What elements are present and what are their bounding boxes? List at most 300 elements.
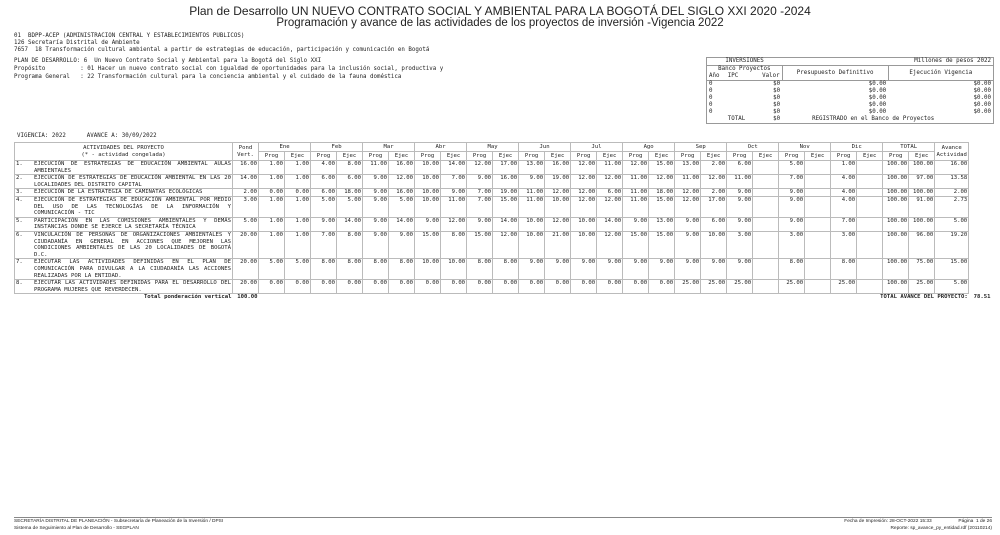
- ejec-cell: 17.00: [493, 161, 519, 175]
- prog-cell: 9.00: [311, 217, 337, 231]
- inversiones-row: [707, 109, 993, 116]
- inversiones-row: [707, 81, 993, 89]
- prog-cell: 9.00: [363, 231, 389, 258]
- ejec-cell: 15.00: [493, 196, 519, 217]
- ejec-cell: [857, 217, 883, 231]
- avance-cell: 15.00: [935, 259, 969, 280]
- ejec-cell: [857, 280, 883, 294]
- prog-cell: 9.00: [623, 217, 649, 231]
- activity-text: EJECUCIÓN DE ESTRATEGIAS DE EDUCACIÓN AMBIENTAL AULAS AMBIENTALES: [34, 161, 231, 174]
- valor-header: Valor: [754, 73, 782, 81]
- prog-cell: 11.00: [623, 196, 649, 217]
- prog-cell: 9.00: [779, 217, 805, 231]
- inversiones-cell-anio: 0: [709, 102, 713, 108]
- prog-cell: 13.00: [675, 161, 701, 175]
- prog-cell: 9.00: [623, 259, 649, 280]
- inversiones-cell-valor: $0: [773, 81, 781, 87]
- avance-header-sub: Actividad: [936, 151, 967, 158]
- ejec-cell: 8.00: [337, 259, 363, 280]
- ejec-cell: 0.00: [389, 280, 415, 294]
- inversiones-total-label: TOTAL: [727, 116, 746, 122]
- ejec-cell: 12.00: [649, 175, 675, 189]
- ejec-cell: [857, 231, 883, 258]
- ejec-cell: 18.00: [649, 189, 675, 197]
- avance-cell: 16.00: [935, 161, 969, 175]
- total-ejec-cell: 91.00: [909, 196, 935, 217]
- ejec-cell: [857, 196, 883, 217]
- inversiones-cell-presupuesto: $0.00: [868, 95, 887, 101]
- month-header: Nov: [779, 143, 831, 152]
- prog-cell: 9.00: [467, 175, 493, 189]
- ejec-cell: [805, 196, 831, 217]
- prog-cell: 7.00: [311, 231, 337, 258]
- inversiones-row: [707, 95, 993, 102]
- ejec-cell: 12.00: [597, 231, 623, 258]
- ejec-cell: [753, 196, 779, 217]
- prog-cell: 9.00: [415, 217, 441, 231]
- ejec-subheader: Ejec: [389, 152, 415, 161]
- activity-index: 6.: [16, 231, 23, 238]
- activity-description: [15, 175, 233, 189]
- prog-cell: 13.00: [519, 161, 545, 175]
- prog-cell: 1.00: [831, 161, 857, 175]
- prog-cell: 0.00: [519, 280, 545, 294]
- prog-cell: 25.00: [831, 280, 857, 294]
- ejec-cell: 5.00: [389, 196, 415, 217]
- ejec-subheader: Ejec: [909, 152, 935, 161]
- total-prog-cell: 100.00: [883, 259, 909, 280]
- total-avance-label: TOTAL AVANCE DEL PROYECTO:: [880, 294, 968, 301]
- prog-cell: 12.00: [571, 161, 597, 175]
- ejec-cell: 1.00: [285, 217, 311, 231]
- inversiones-cell-valor: $0: [773, 102, 781, 108]
- prog-cell: 15.00: [415, 231, 441, 258]
- footer-org: SECRETARÍA DISTRITAL DE PLANEACIÓN - Subsecretaría de Planeación de la Inversión / DPSI: [14, 519, 224, 524]
- prog-cell: 1.00: [259, 231, 285, 258]
- prog-cell: 11.00: [363, 161, 389, 175]
- prog-cell: 0.00: [467, 280, 493, 294]
- prog-cell: 9.00: [675, 217, 701, 231]
- inversiones-cell-presupuesto: $0.00: [868, 81, 887, 87]
- activity-row: [15, 196, 992, 217]
- pond-header: [233, 143, 259, 161]
- prog-subheader: Prog: [883, 152, 909, 161]
- prog-cell: 9.00: [363, 196, 389, 217]
- ejec-subheader: Ejec: [545, 152, 571, 161]
- month-header: Abr: [415, 143, 467, 152]
- ejec-cell: 17.00: [701, 196, 727, 217]
- actividades-header: [15, 143, 233, 161]
- ejec-cell: 12.00: [493, 231, 519, 258]
- inversiones-cell-anio: 0: [709, 81, 713, 87]
- prog-cell: 0.00: [623, 280, 649, 294]
- ejec-subheader: Ejec: [493, 152, 519, 161]
- ejec-subheader: Ejec: [701, 152, 727, 161]
- pond-header-sub: Vert.: [237, 151, 254, 158]
- inversiones-cell-ipc: [726, 102, 754, 109]
- ejec-cell: 25.00: [701, 280, 727, 294]
- ejec-cell: 9.00: [597, 259, 623, 280]
- prog-cell: 10.00: [415, 161, 441, 175]
- ejec-cell: [753, 189, 779, 197]
- inversiones-cell-ipc: [726, 81, 754, 89]
- ejec-cell: 15.00: [649, 196, 675, 217]
- avance-cell: 5.00: [935, 217, 969, 231]
- pond-cell: 14.00: [233, 175, 259, 189]
- ejec-cell: 9.00: [649, 259, 675, 280]
- prog-cell: 9.00: [727, 259, 753, 280]
- prog-cell: 10.00: [519, 231, 545, 258]
- ejec-cell: [805, 259, 831, 280]
- ejec-cell: 15.00: [649, 161, 675, 175]
- ejec-cell: 12.00: [545, 217, 571, 231]
- proposito-line: Propósito : 01 Hacer un nuevo contrato social con igualdad de oportunidades para la inclusión social, productiva y: [14, 66, 444, 72]
- ejec-cell: 9.00: [701, 259, 727, 280]
- total-ejec-cell: 100.00: [909, 189, 935, 197]
- ejec-cell: 0.00: [441, 280, 467, 294]
- prog-cell: 11.00: [519, 196, 545, 217]
- prog-cell: 12.00: [623, 161, 649, 175]
- ejec-subheader: Ejec: [805, 152, 831, 161]
- prog-cell: 9.00: [727, 217, 753, 231]
- plan-line: PLAN DE DESARROLLO: 6 Un Nuevo Contrato Social y Ambiental para la Bogotá del Siglo XXI: [14, 58, 322, 64]
- footer-rule: [14, 517, 992, 518]
- pond-cell: 20.00: [233, 280, 259, 294]
- activities-table: [14, 142, 992, 301]
- avance-cell: 2.73: [935, 196, 969, 217]
- activity-description: [15, 217, 233, 231]
- activity-row: [15, 280, 992, 294]
- activity-description: [15, 280, 233, 294]
- ejec-subheader: Ejec: [441, 152, 467, 161]
- anio-header: Año: [709, 73, 720, 79]
- prog-cell: 9.00: [467, 217, 493, 231]
- ejec-cell: [857, 175, 883, 189]
- prog-cell: 9.00: [363, 217, 389, 231]
- month-header: May: [467, 143, 519, 152]
- ejec-cell: [805, 175, 831, 189]
- ejec-cell: 18.00: [337, 189, 363, 197]
- report-title: Plan de Desarrollo UN NUEVO CONTRATO SOCIAL Y AMBIENTAL PARA LA BOGOTÁ DEL SIGLO XXI 2020 -2024: [189, 4, 811, 18]
- ejec-cell: 0.00: [493, 280, 519, 294]
- prog-cell: 15.00: [623, 231, 649, 258]
- prog-subheader: Prog: [623, 152, 649, 161]
- total-avance-value: 78.51: [973, 294, 991, 301]
- prog-cell: 11.00: [623, 175, 649, 189]
- activity-description: [15, 196, 233, 217]
- ejec-subheader: Ejec: [337, 152, 363, 161]
- ejec-cell: 1.00: [285, 175, 311, 189]
- activity-index: 2.: [16, 175, 23, 182]
- total-ejec-cell: 97.00: [909, 175, 935, 189]
- prog-subheader: Prog: [467, 152, 493, 161]
- actividades-header-label: ACTIVIDADES DEL PROYECTO: [83, 144, 164, 151]
- activity-row: [15, 217, 992, 231]
- ejec-cell: 1.00: [285, 161, 311, 175]
- prog-cell: 7.00: [467, 196, 493, 217]
- ejec-cell: [857, 189, 883, 197]
- prog-cell: 1.00: [259, 161, 285, 175]
- pond-cell: 20.00: [233, 231, 259, 258]
- activity-text: VINCULACIÓN DE PERSONAS DE ORGANIZACIONES AMBIENTALES Y CIUDADANÍA EN GENERAL EN ACCIONES QUE MEJOREN LAS CONDICIONES AMBIENTALES DE LAS 20 LOCALIDADES DE BOGOTÁ D.C.: [34, 231, 231, 258]
- prog-cell: 0.00: [363, 280, 389, 294]
- prog-cell: 11.00: [623, 189, 649, 197]
- ipc-header: IPC: [727, 73, 739, 79]
- prog-cell: 6.00: [727, 161, 753, 175]
- prog-cell: 9.00: [779, 196, 805, 217]
- ejec-cell: 2.00: [701, 161, 727, 175]
- pond-cell: 2.00: [233, 189, 259, 197]
- activity-row: [15, 231, 992, 258]
- presupuesto-header: Presupuesto Definitivo: [782, 66, 888, 81]
- ejec-cell: 0.00: [337, 280, 363, 294]
- ejec-cell: 16.00: [545, 161, 571, 175]
- prog-cell: 6.00: [311, 175, 337, 189]
- ejec-cell: 10.00: [441, 259, 467, 280]
- footer-report-name: Reporte: sp_avance_py_entidad.rdf (20110214): [890, 525, 992, 531]
- activity-description: [15, 161, 233, 175]
- activity-row: [15, 189, 992, 197]
- ejec-cell: 12.00: [597, 196, 623, 217]
- ejec-cell: 12.00: [545, 189, 571, 197]
- total-pond-label: Total ponderación vertical: [143, 294, 232, 301]
- prog-cell: 3.00: [727, 231, 753, 258]
- ejec-cell: [753, 259, 779, 280]
- ejec-cell: [805, 189, 831, 197]
- prog-cell: 5.00: [259, 259, 285, 280]
- ejec-cell: 12.00: [701, 175, 727, 189]
- prog-cell: 0.00: [311, 280, 337, 294]
- report-subtitle: Programación y avance de las actividades de los proyectos de inversión -Vigencia 2022: [276, 17, 724, 29]
- prog-cell: 5.00: [311, 196, 337, 217]
- inversiones-cell-anio: 0: [709, 95, 713, 101]
- avance-cell: 19.20: [935, 231, 969, 258]
- prog-cell: 8.00: [311, 259, 337, 280]
- ejecucion-header: Ejecución Vigencia: [909, 69, 973, 76]
- pond-cell: 5.00: [233, 217, 259, 231]
- prog-cell: 11.00: [519, 189, 545, 197]
- inversiones-units: Millones de pesos 2022: [914, 58, 991, 64]
- ejec-cell: 14.00: [337, 217, 363, 231]
- prog-cell: 12.00: [675, 196, 701, 217]
- ejec-cell: 16.00: [389, 161, 415, 175]
- total-ejec-cell: 75.00: [909, 259, 935, 280]
- avance-cell: 13.58: [935, 175, 969, 189]
- prog-cell: 9.00: [363, 189, 389, 197]
- ejec-cell: 9.00: [441, 189, 467, 197]
- inversiones-cell-presupuesto: $0.00: [868, 102, 887, 108]
- inversiones-cell-ejecucion: $0.00: [973, 88, 991, 94]
- prog-subheader: Prog: [363, 152, 389, 161]
- prog-cell: 8.00: [363, 259, 389, 280]
- prog-subheader: Prog: [675, 152, 701, 161]
- pond-header-label: Pond: [238, 144, 253, 151]
- activity-text: EJECUCIÓN DE LA ESTRATEGIA DE CAMINATAS ECOLÓGICAS: [34, 189, 203, 196]
- prog-cell: 0.00: [415, 280, 441, 294]
- ejec-cell: 8.00: [389, 259, 415, 280]
- prog-cell: 25.00: [675, 280, 701, 294]
- inversiones-cell-ejecucion: $0.00: [973, 95, 991, 101]
- ejec-cell: 10.00: [545, 196, 571, 217]
- ejec-cell: 6.00: [337, 175, 363, 189]
- ejec-cell: 0.00: [597, 280, 623, 294]
- inversiones-cell-anio: 0: [709, 88, 713, 94]
- prog-cell: 0.00: [259, 189, 285, 197]
- total-prog-cell: 100.00: [883, 161, 909, 175]
- prog-cell: 0.00: [259, 280, 285, 294]
- prog-cell: 8.00: [779, 259, 805, 280]
- activity-index: 1.: [16, 161, 23, 167]
- activity-text: EJECUCIÓN DE ESTRATEGIAS DE EDUCACIÓN AMBIENTAL POR MEDIO DEL USO DE LAS TECNOLOGÍAS DE LA INFORMACIÓN Y COMUNICACIÓN - TIC: [34, 196, 231, 217]
- prog-subheader: Prog: [779, 152, 805, 161]
- ejec-cell: [805, 231, 831, 258]
- avance-cell: 5.00: [935, 280, 969, 294]
- activity-index: 7.: [16, 259, 23, 266]
- total-ejec-cell: 100.00: [909, 217, 935, 231]
- activity-index: 3.: [16, 189, 23, 196]
- ejec-subheader: Ejec: [597, 152, 623, 161]
- prog-cell: 11.00: [727, 175, 753, 189]
- ejec-cell: [753, 217, 779, 231]
- activity-index: 5.: [16, 217, 23, 224]
- ejec-cell: 16.00: [493, 175, 519, 189]
- prog-cell: 25.00: [727, 280, 753, 294]
- banco-proyectos-label: Banco Proyectos: [707, 66, 782, 74]
- ejec-cell: 14.00: [493, 217, 519, 231]
- prog-cell: 1.00: [259, 175, 285, 189]
- registrado-note: REGISTRADO en el Banco de Proyectos: [812, 116, 935, 122]
- total-ejec-cell: 100.00: [909, 161, 935, 175]
- pond-cell: 20.00: [233, 259, 259, 280]
- prog-cell: 25.00: [779, 280, 805, 294]
- ejec-cell: 5.00: [337, 196, 363, 217]
- project-line: 7657 18 Transformación cultural ambiental a partir de estrategias de educación, participación y comunicación en Bogotá: [14, 47, 430, 53]
- month-header: Oct: [727, 143, 779, 152]
- footer-right: [844, 519, 992, 532]
- inversiones-cell-ejecucion: $0.00: [973, 81, 991, 87]
- prog-cell: 7.00: [467, 189, 493, 197]
- ejec-subheader: Ejec: [649, 152, 675, 161]
- total-prog-cell: 100.00: [883, 189, 909, 197]
- ejec-cell: 1.00: [285, 196, 311, 217]
- inversiones-cell-ejecucion: $0.00: [973, 102, 991, 108]
- prog-cell: 4.00: [831, 196, 857, 217]
- prog-cell: 8.00: [467, 259, 493, 280]
- prog-cell: 3.00: [831, 231, 857, 258]
- total-header: TOTAL: [883, 143, 935, 152]
- total-prog-cell: 100.00: [883, 175, 909, 189]
- ejec-cell: 12.00: [389, 175, 415, 189]
- prog-cell: 6.00: [311, 189, 337, 197]
- prog-cell: 9.00: [571, 259, 597, 280]
- ejec-cell: 13.00: [649, 217, 675, 231]
- avance-cell: 2.00: [935, 189, 969, 197]
- prog-cell: 10.00: [415, 259, 441, 280]
- ejec-cell: [857, 161, 883, 175]
- month-header: Feb: [311, 143, 363, 152]
- prog-cell: 10.00: [571, 217, 597, 231]
- ejec-cell: 21.00: [545, 231, 571, 258]
- prog-subheader: Prog: [415, 152, 441, 161]
- prog-cell: 10.00: [571, 231, 597, 258]
- ejec-cell: 8.00: [441, 231, 467, 258]
- programa-line: Programa General : 22 Transformación cultural para la conciencia ambiental y el cuidado de la fauna doméstica: [14, 74, 402, 80]
- prog-subheader: Prog: [571, 152, 597, 161]
- inversiones-cell-ipc: [726, 95, 754, 102]
- activity-index: 8.: [16, 280, 23, 287]
- ejec-cell: 15.00: [649, 231, 675, 258]
- ejec-cell: 19.00: [545, 175, 571, 189]
- inversiones-title: INVERSIONES: [725, 58, 764, 64]
- inversiones-cell-anio: 0: [709, 109, 713, 115]
- ejec-cell: 6.00: [701, 217, 727, 231]
- ejec-cell: 1.00: [285, 231, 311, 258]
- pond-cell: 16.00: [233, 161, 259, 175]
- activity-text: PARTICIPACIÓN EN LAS COMISIONES AMBIENTALES Y DEMÁS INSTANCIAS DONDE SE EJERCE LA SECRETARÍA TÉCNICA: [34, 217, 231, 231]
- ejec-cell: [805, 161, 831, 175]
- month-header: Sep: [675, 143, 727, 152]
- month-header: Ago: [623, 143, 675, 152]
- inversiones-cell-presupuesto: $0.00: [868, 88, 887, 94]
- prog-subheader: Prog: [259, 152, 285, 161]
- ejec-cell: [805, 217, 831, 231]
- total-pond-value: 100.00: [237, 294, 258, 301]
- total-prog-cell: 100.00: [883, 217, 909, 231]
- prog-cell: 3.00: [779, 231, 805, 258]
- inversiones-cell-ipc: [726, 88, 754, 95]
- ejec-cell: [753, 231, 779, 258]
- avance-header-label: Avance: [941, 144, 962, 151]
- avance-header: [935, 143, 969, 161]
- prog-cell: 12.00: [675, 189, 701, 197]
- inversiones-box: [706, 57, 994, 124]
- ejec-cell: 5.00: [285, 259, 311, 280]
- ejec-cell: 2.00: [701, 189, 727, 197]
- inversiones-cell-valor: $0: [773, 88, 781, 94]
- prog-cell: 12.00: [571, 189, 597, 197]
- prog-cell: 9.00: [727, 196, 753, 217]
- prog-cell: 5.00: [779, 161, 805, 175]
- ejec-cell: 9.00: [545, 259, 571, 280]
- prog-cell: 12.00: [571, 175, 597, 189]
- inversiones-cell-ipc: [726, 109, 754, 116]
- prog-cell: 9.00: [727, 189, 753, 197]
- activity-description: [15, 259, 233, 280]
- prog-cell: 7.00: [831, 217, 857, 231]
- activity-description: [15, 231, 233, 258]
- vigencia-line: VIGENCIA: 2022 AVANCE A: 30/09/2022: [17, 133, 157, 139]
- prog-cell: 7.00: [779, 175, 805, 189]
- ejec-cell: [753, 280, 779, 294]
- total-ejec-cell: 96.00: [909, 231, 935, 258]
- prog-subheader: Prog: [831, 152, 857, 161]
- prog-cell: 10.00: [415, 189, 441, 197]
- prog-cell: 9.00: [519, 259, 545, 280]
- ejec-cell: [805, 280, 831, 294]
- ejec-subheader: Ejec: [753, 152, 779, 161]
- pond-cell: 3.00: [233, 196, 259, 217]
- actividades-header-sub: (* - actividad congelada): [81, 151, 166, 158]
- prog-cell: 4.00: [311, 161, 337, 175]
- ejec-subheader: Ejec: [285, 152, 311, 161]
- ejec-cell: 0.00: [285, 280, 311, 294]
- inversiones-cell-valor: $0: [773, 109, 781, 115]
- prog-cell: 9.00: [779, 189, 805, 197]
- inversiones-row: [707, 88, 993, 95]
- prog-cell: 9.00: [675, 259, 701, 280]
- ejec-cell: 12.00: [597, 175, 623, 189]
- total-prog-cell: 100.00: [883, 196, 909, 217]
